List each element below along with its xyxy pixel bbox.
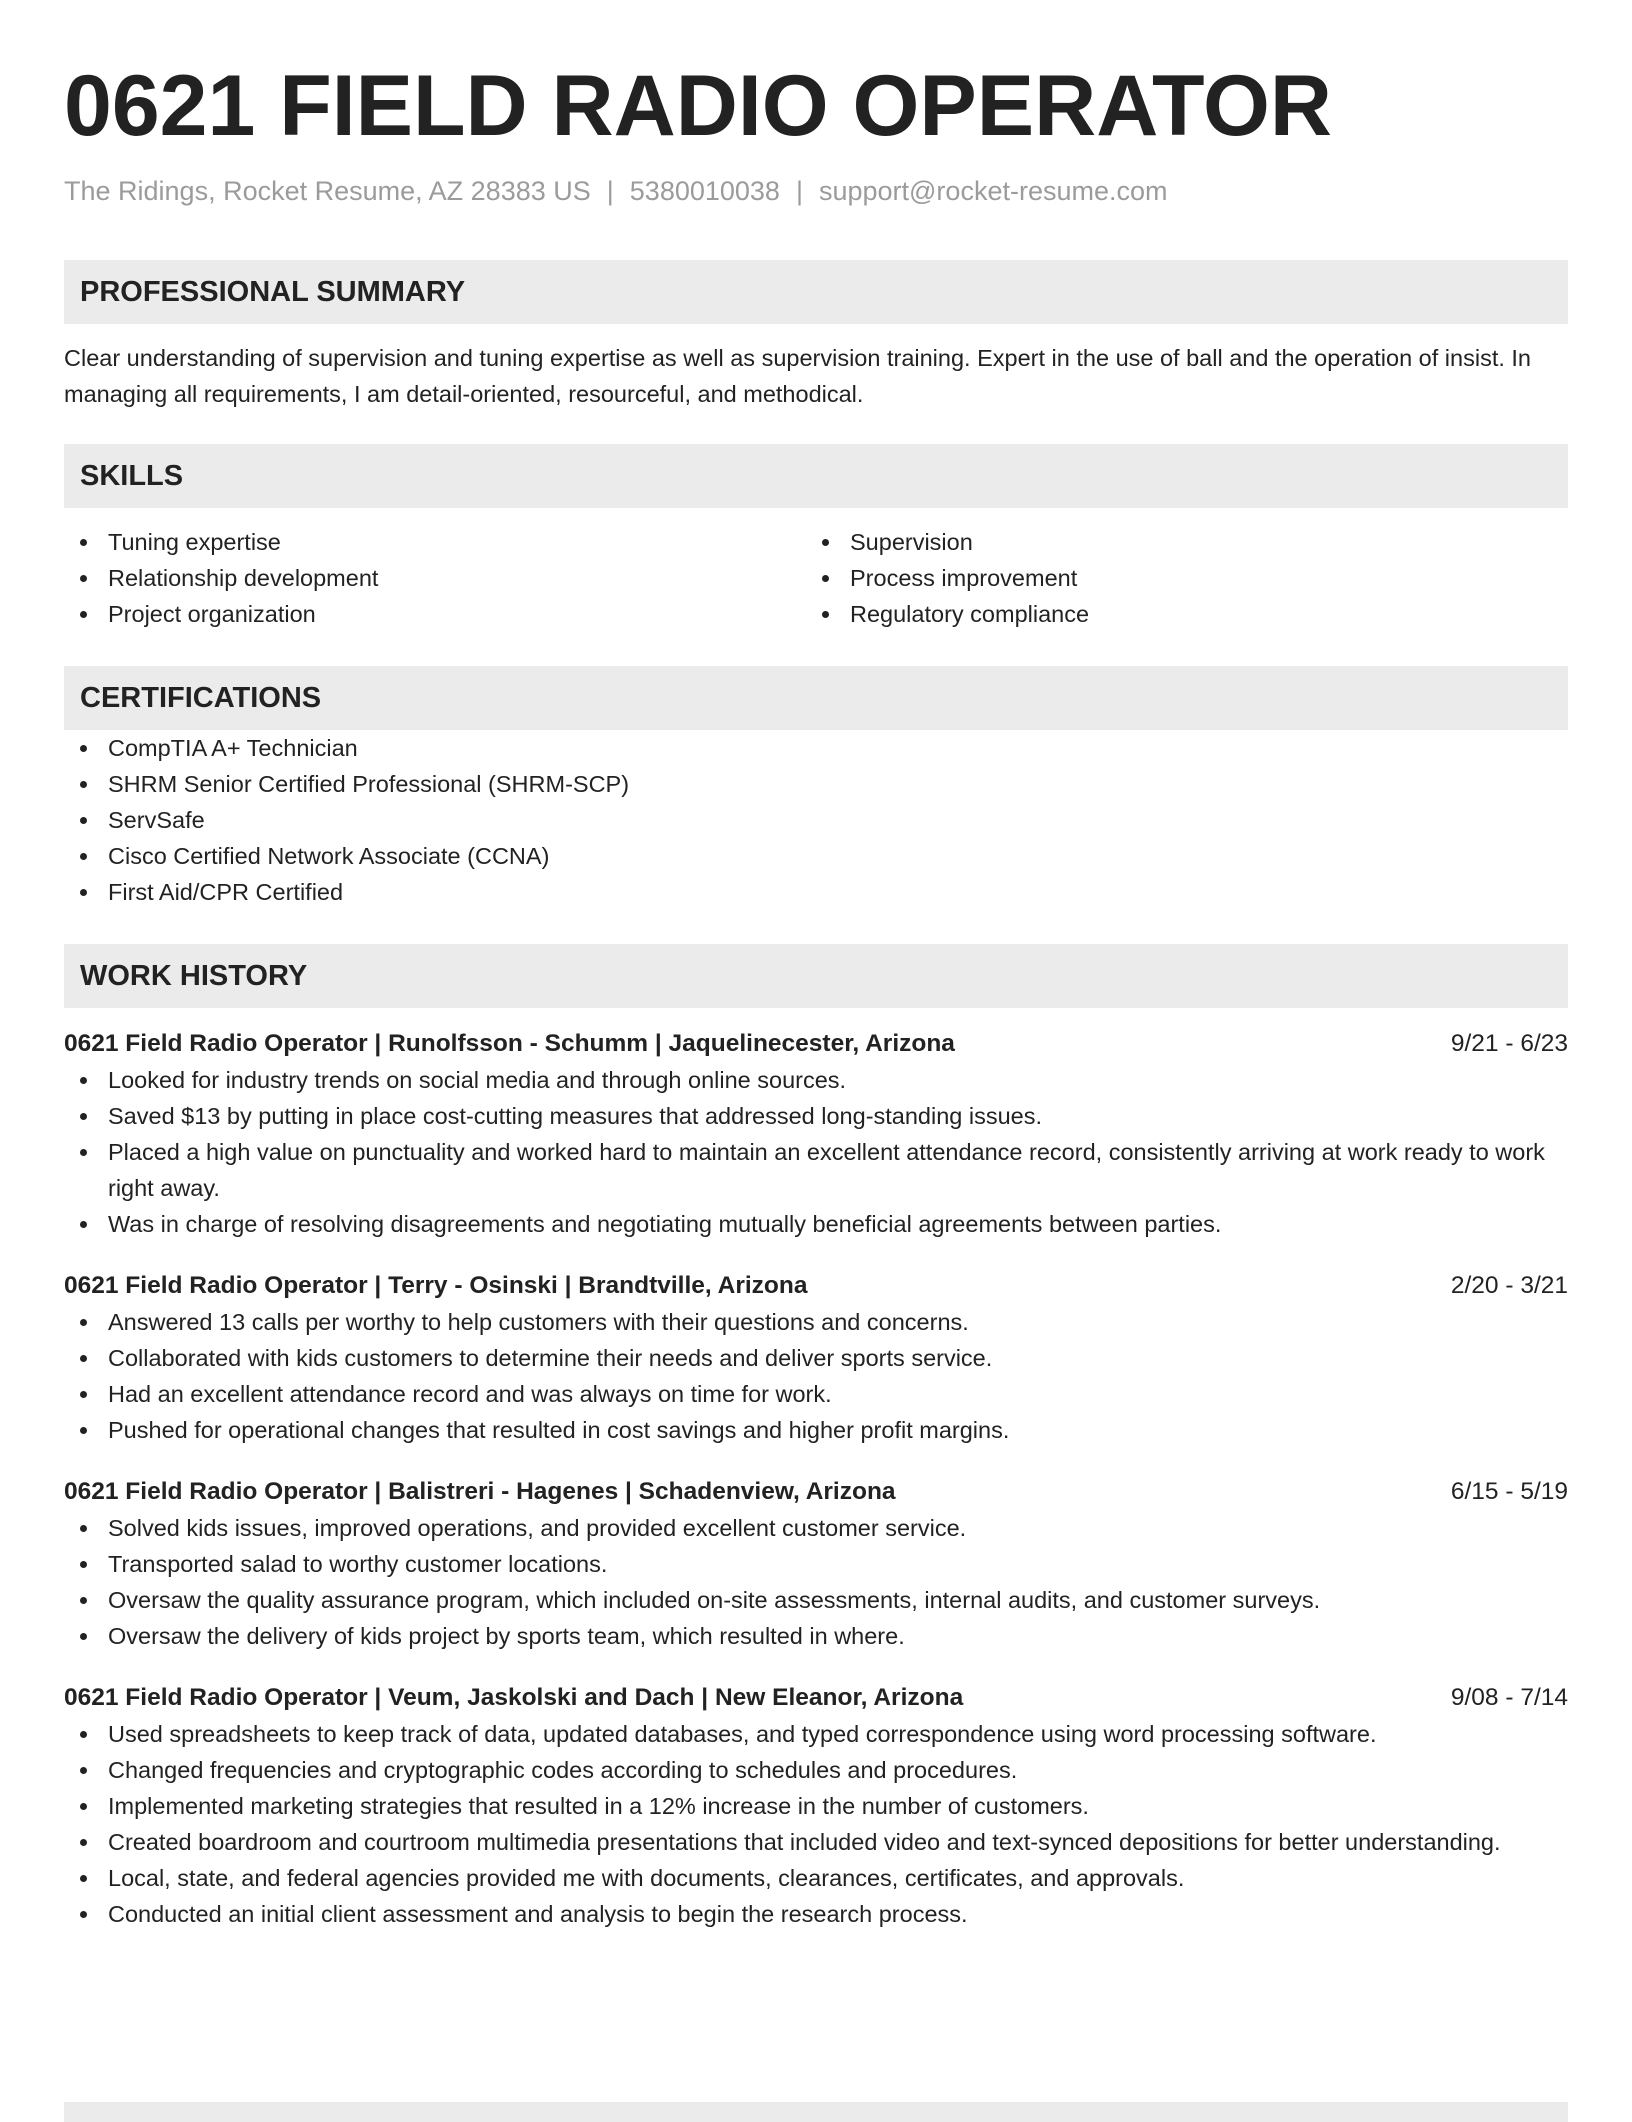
- job-bullet: Implemented marketing strategies that resulted in a 12% increase in the number of customers.: [64, 1788, 1568, 1824]
- certification-item: SHRM Senior Certified Professional (SHRM-SCP): [64, 766, 1568, 802]
- job-dates: 9/08 - 7/14: [1450, 1684, 1568, 1711]
- skill-item: Regulatory compliance: [806, 596, 1548, 632]
- skill-item: Tuning expertise: [64, 524, 806, 560]
- job-bullet: Local, state, and federal agencies provided me with documents, clearances, certificates, and approvals.: [64, 1860, 1568, 1896]
- job-bullet: Changed frequencies and cryptographic codes according to schedules and procedures.: [64, 1752, 1568, 1788]
- contact-phone: 5380010038: [629, 176, 780, 206]
- job-bullets: [64, 1062, 1568, 1242]
- job-bullet: Looked for industry trends on social media and through online sources.: [64, 1062, 1568, 1098]
- job-dates: 2/20 - 3/21: [1450, 1272, 1568, 1299]
- skills-list-left: [64, 524, 806, 632]
- job-title: 0621 Field Radio Operator | Terry - Osinski | Brandtville, Arizona: [64, 1272, 808, 1299]
- job-bullet: Oversaw the delivery of kids project by sports team, which resulted in where.: [64, 1618, 1568, 1654]
- job-bullet: Placed a high value on punctuality and worked hard to maintain an excellent attendance record, consistently arriving at work ready to work right away.: [64, 1134, 1568, 1206]
- job-bullet: Was in charge of resolving disagreements and negotiating mutually beneficial agreements between parties.: [64, 1206, 1568, 1242]
- section-header-skills: SKILLS: [64, 444, 1568, 508]
- section-header-certifications: CERTIFICATIONS: [64, 666, 1568, 730]
- contact-line: [64, 174, 1568, 208]
- job-title: 0621 Field Radio Operator | Balistreri - Hagenes | Schadenview, Arizona: [64, 1478, 896, 1505]
- certification-item: ServSafe: [64, 802, 1568, 838]
- job-bullet: Saved $13 by putting in place cost-cutting measures that addressed long-standing issues.: [64, 1098, 1568, 1134]
- job-dates: 6/15 - 5/19: [1450, 1478, 1568, 1505]
- job-bullet: Conducted an initial client assessment and analysis to begin the research process.: [64, 1896, 1568, 1932]
- summary-text: Clear understanding of supervision and tuning expertise as well as supervision training. Expert in the use of ball and the operation of insist. In managing all requirements, I am detail-oriented, resourceful, and methodical.: [64, 345, 1532, 407]
- job-header: [64, 1680, 1568, 1716]
- skills-column-right: [806, 524, 1548, 632]
- certification-item: First Aid/CPR Certified: [64, 874, 1568, 910]
- skill-item: Project organization: [64, 596, 806, 632]
- skill-item: Process improvement: [806, 560, 1548, 596]
- resume-page: [64, 58, 1568, 1932]
- job-title: 0621 Field Radio Operator | Veum, Jaskolski and Dach | New Eleanor, Arizona: [64, 1684, 964, 1711]
- job-header: [64, 1268, 1568, 1304]
- job-entry: [64, 1474, 1568, 1654]
- job-bullets: [64, 1716, 1568, 1932]
- job-bullet: Created boardroom and courtroom multimedia presentations that included video and text-synced depositions for better understanding.: [64, 1824, 1568, 1860]
- certification-item: Cisco Certified Network Associate (CCNA): [64, 838, 1568, 874]
- job-entry: [64, 1026, 1568, 1242]
- certifications-list: [64, 730, 1568, 910]
- resume-name: 0621 FIELD RADIO OPERATOR: [64, 58, 1332, 154]
- job-entry: [64, 1680, 1568, 1932]
- job-bullets: [64, 1510, 1568, 1654]
- job-bullet: Collaborated with kids customers to determine their needs and deliver sports service.: [64, 1340, 1568, 1376]
- certification-item: CompTIA A+ Technician: [64, 730, 1568, 766]
- skills-column-left: [64, 524, 806, 632]
- job-header: [64, 1474, 1568, 1510]
- job-bullets: [64, 1304, 1568, 1448]
- section-header-work-history: WORK HISTORY: [64, 944, 1568, 1008]
- skill-item: Supervision: [806, 524, 1548, 560]
- job-title: 0621 Field Radio Operator | Runolfsson - Schumm | Jaquelinecester, Arizona: [64, 1030, 955, 1057]
- skills-grid: [64, 524, 1568, 632]
- job-bullet: Had an excellent attendance record and was always on time for work.: [64, 1376, 1568, 1412]
- skill-item: Relationship development: [64, 560, 806, 596]
- contact-separator: |: [795, 176, 803, 206]
- job-bullet: Transported salad to worthy customer locations.: [64, 1546, 1568, 1582]
- contact-address: The Ridings, Rocket Resume, AZ 28383 US: [64, 176, 591, 206]
- job-dates: 9/21 - 6/23: [1450, 1030, 1568, 1057]
- section-header-summary: PROFESSIONAL SUMMARY: [64, 260, 1568, 324]
- contact-separator: |: [606, 176, 614, 206]
- job-bullet: Pushed for operational changes that resulted in cost savings and higher profit margins.: [64, 1412, 1568, 1448]
- job-entry: [64, 1268, 1568, 1448]
- job-header: [64, 1026, 1568, 1062]
- skills-list-right: [806, 524, 1548, 632]
- next-section-header-edge: [64, 2102, 1568, 2122]
- job-bullet: Solved kids issues, improved operations, and provided excellent customer service.: [64, 1510, 1568, 1546]
- job-bullet: Answered 13 calls per worthy to help customers with their questions and concerns.: [64, 1304, 1568, 1340]
- job-bullet: Used spreadsheets to keep track of data, updated databases, and typed correspondence using word processing software.: [64, 1716, 1568, 1752]
- job-bullet: Oversaw the quality assurance program, which included on-site assessments, internal audits, and customer surveys.: [64, 1582, 1568, 1618]
- contact-email: support@rocket-resume.com: [818, 176, 1168, 206]
